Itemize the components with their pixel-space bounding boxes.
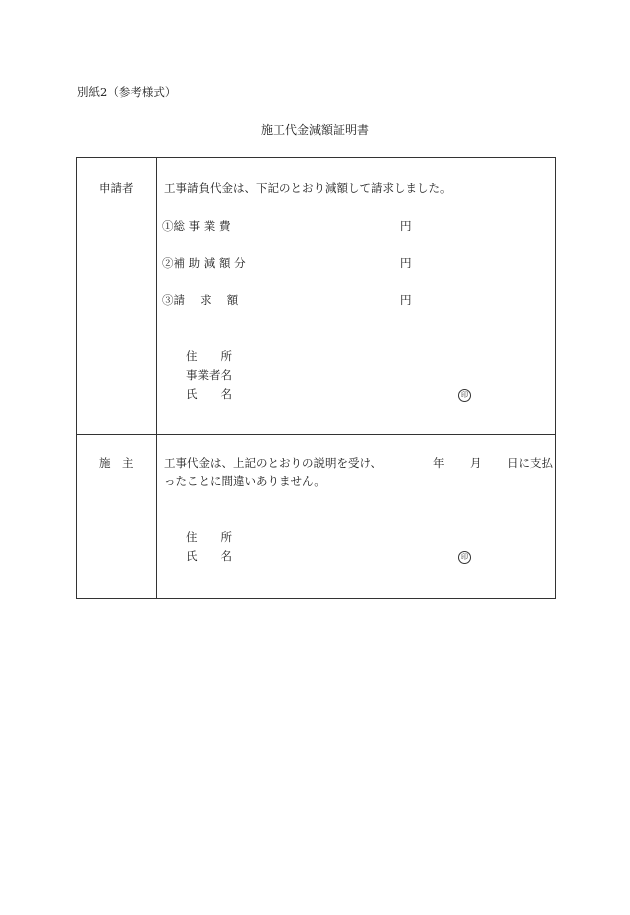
month-label: 月 — [470, 456, 482, 470]
certificate-table — [76, 157, 556, 599]
column-divider — [156, 158, 157, 598]
subsidy-reduction-unit: 円 — [400, 256, 412, 270]
applicant-seal-mark: 印 — [458, 389, 471, 402]
client-name-label: 氏 名 — [186, 549, 232, 563]
client-seal-icon — [458, 550, 471, 564]
form-reference: 別紙2（参考様式） — [77, 85, 177, 99]
billed-amount-label: ③請 求 額 — [162, 293, 239, 307]
client-address-label: 住 所 — [186, 530, 232, 544]
total-cost-unit: 円 — [400, 219, 412, 233]
applicant-statement: 工事請負代金は、下記のとおり減額して請求しました。 — [164, 181, 452, 195]
company-name-label: 事業者名 — [186, 368, 232, 382]
applicant-seal-icon — [458, 388, 471, 402]
total-cost-label: ①総 事 業 費 — [162, 219, 231, 233]
applicant-name-label: 氏 名 — [186, 387, 232, 401]
client-seal-mark: 印 — [458, 551, 471, 564]
client-label: 施 主 — [99, 456, 134, 470]
client-statement-line1: 工事代金は、上記のとおりの説明を受け、 — [164, 456, 383, 470]
subsidy-reduction-label: ②補 助 減 額 分 — [162, 256, 246, 270]
row-divider — [77, 434, 555, 435]
applicant-label: 申請者 — [99, 181, 134, 195]
day-label: 日に支払 — [507, 456, 553, 470]
applicant-address-label: 住 所 — [186, 349, 232, 363]
client-statement-line2: ったことに間違いありません。 — [164, 474, 326, 488]
billed-amount-unit: 円 — [400, 293, 412, 307]
year-label: 年 — [433, 456, 445, 470]
document-title: 施工代金減額証明書 — [260, 123, 369, 137]
